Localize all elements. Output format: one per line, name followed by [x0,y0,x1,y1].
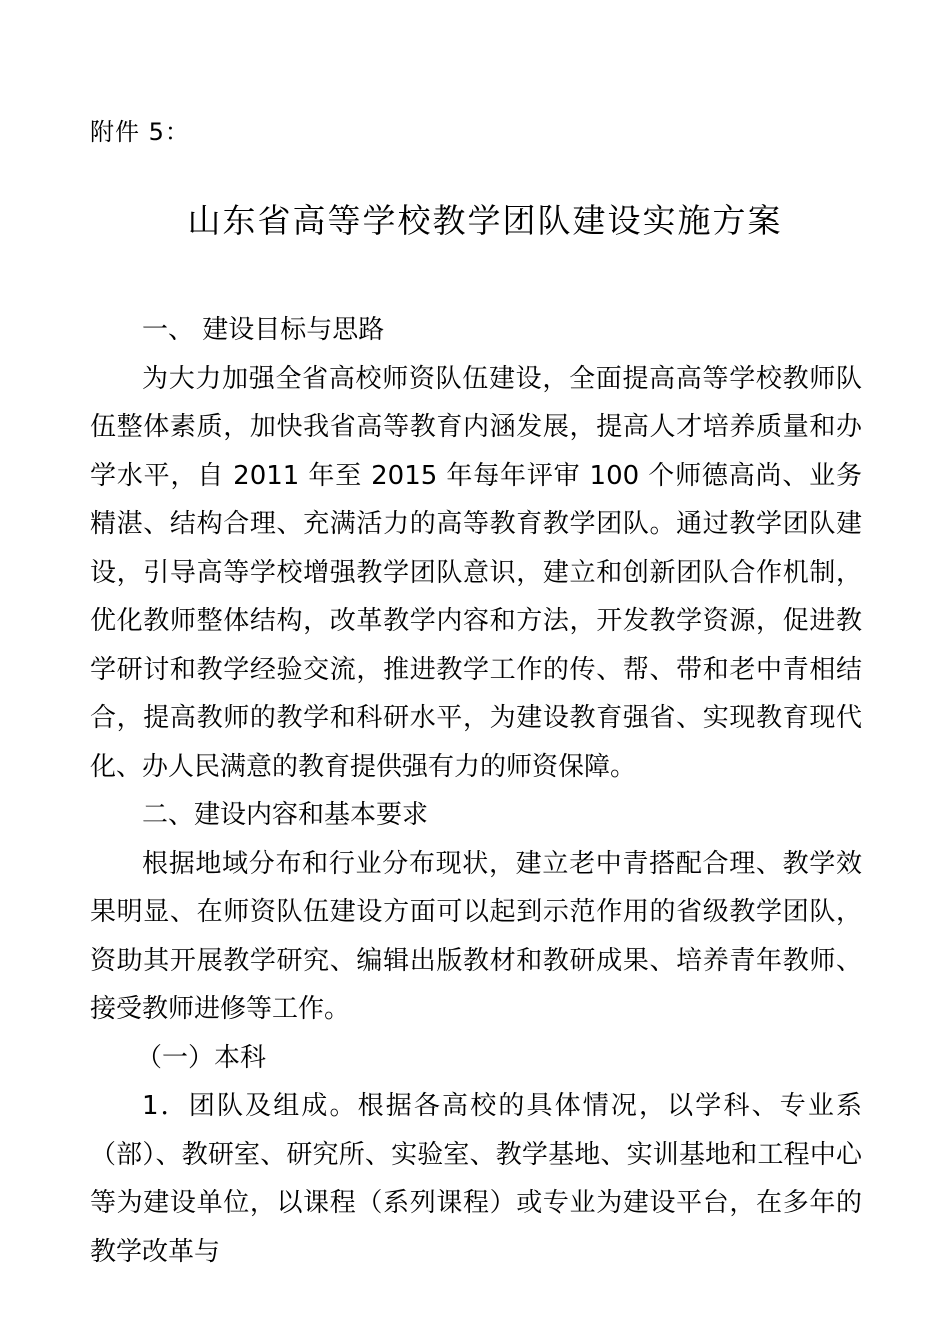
section-2-item-1: 1．团队及组成。根据各高校的具体情况，以学科、专业系（部）、教研室、研究所、实验室、教学基地、实训基地和工程中心等为建设单位，以课程（系列课程）或专业为建设平台，在多年的教学改革与 [90,1091,862,1267]
section-2-heading: 二、建设内容和基本要求 [142,800,429,830]
section-1-heading: 一、 建设目标与思路 [142,315,385,345]
section-2-subheading: （一）本科 [136,1042,267,1073]
section-2-paragraph: 根据地域分布和行业分布现状，建立老中青搭配合理、教学效果明显、在师资队伍建设方面可以起到示范作用的省级教学团队，资助其开展教学研究、编辑出版教材和教研成果、培养青年教师、接受教师进修等工作。 [90,848,862,1024]
document-title: 山东省高等学校教学团队建设实施方案 [187,201,783,240]
document-body [90,306,862,1276]
section-1-paragraph: 为大力加强全省高校师资队伍建设，全面提高高等学校教师队伍整体素质，加快我省高等教育内涵发展，提高人才培养质量和办学水平，自 2011 年至 2015 年每年评审 100 个师德高尚、业务精湛、结构合理、充满活力的高等教育教学团队。通过教学团队建设，引导高等学校增强教学团队意识，建立和创新团队合作机制，优化教师整体结构，改革教学内容和方法，开发教学资源，促进教学研讨和教学经验交流，推进教学工作的传、帮、带和老中青相结合，提高教师的教学和科研水平，为建设教育强省、实现教育现代化、办人民满意的教育提供强有力的师资保障。 [90,363,862,782]
attachment-label: 附件 5： [90,118,190,146]
